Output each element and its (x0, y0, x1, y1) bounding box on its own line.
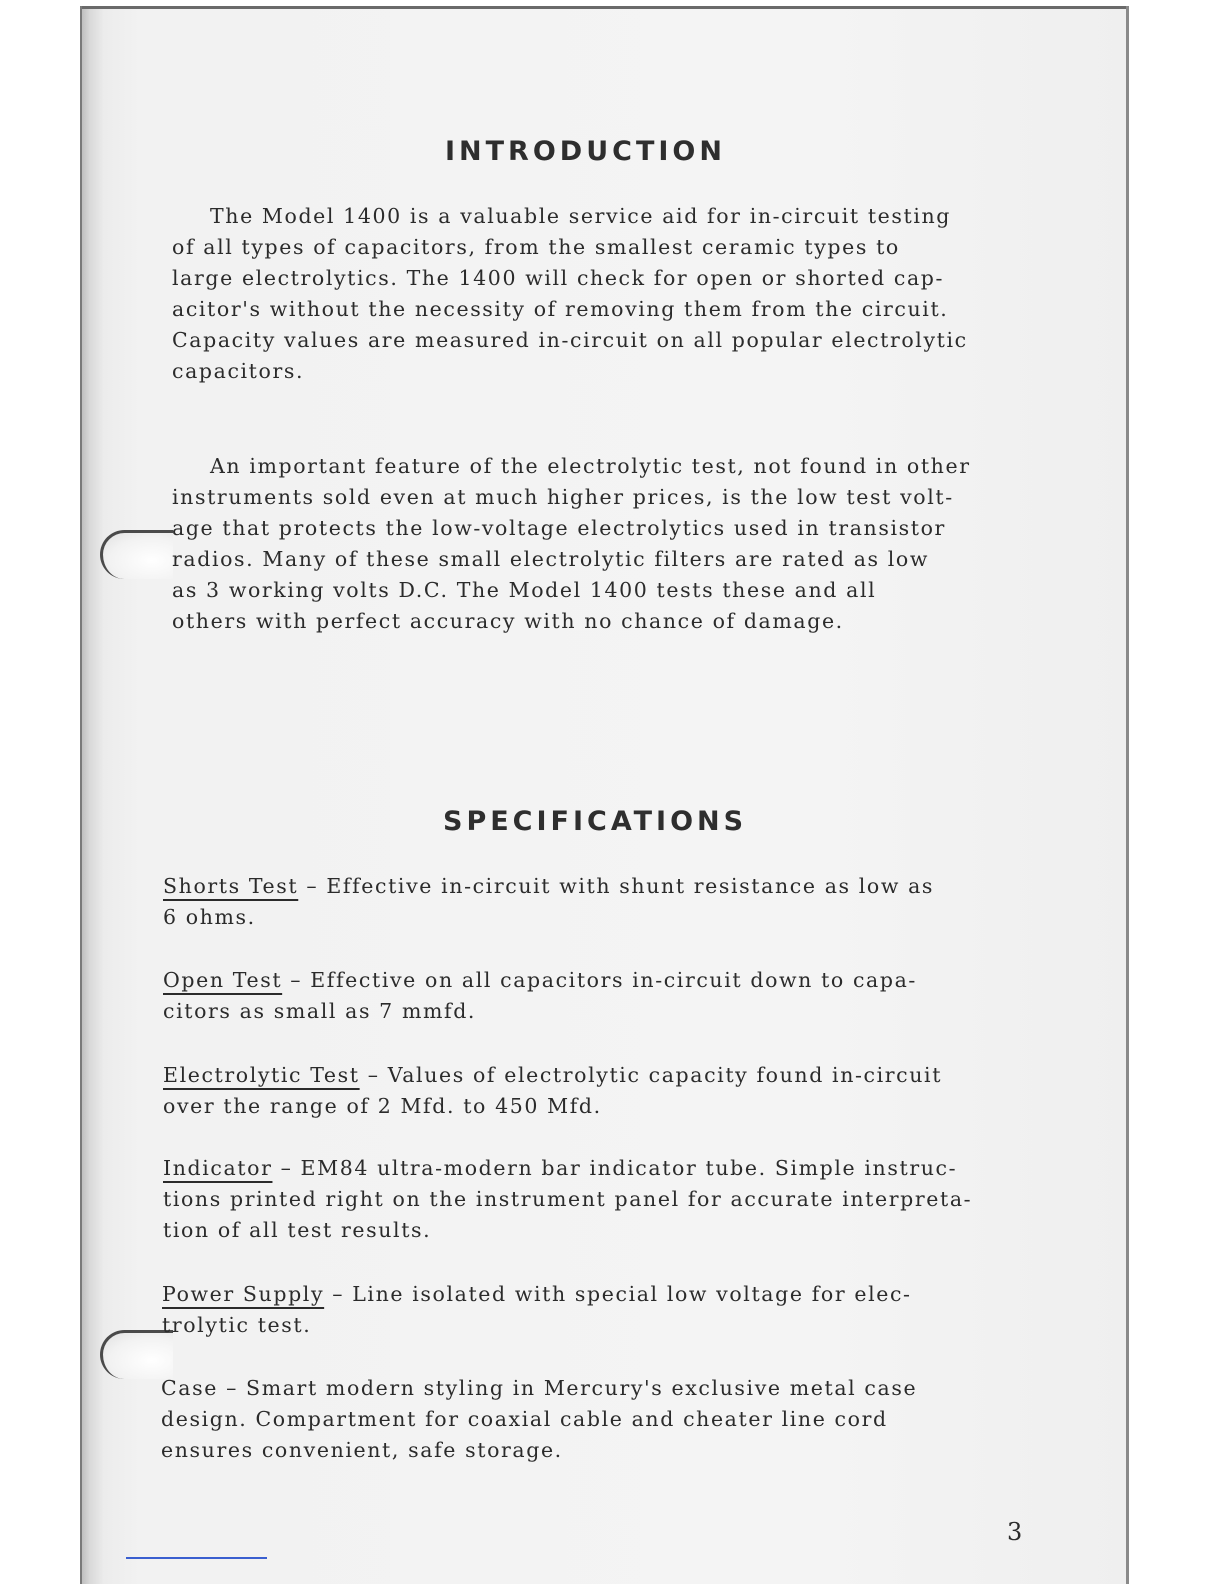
spec-description: – Line isolated with special low voltage for elec- (324, 1282, 912, 1306)
text-line: of all types of capacitors, from the smallest ceramic types to (172, 235, 900, 259)
text-line: as 3 working volts D.C. The Model 1400 tests these and all (172, 578, 877, 602)
spec-term: Case (161, 1376, 218, 1400)
text-line: ensures convenient, safe storage. (161, 1438, 563, 1462)
text-line: citors as small as 7 mmfd. (163, 999, 477, 1023)
text-line: large electrolytics. The 1400 will check for open or shorted cap- (172, 266, 945, 290)
spec-term: Open Test (163, 968, 283, 992)
spec-description: – Effective on all capacitors in-circuit down to capa- (282, 968, 917, 992)
text-line: tion of all test results. (163, 1218, 432, 1242)
spec-term: Indicator (163, 1156, 273, 1180)
text-line (163, 968, 917, 992)
text-line (163, 1156, 957, 1180)
text-line: tions printed right on the instrument panel for accurate interpreta- (163, 1187, 973, 1211)
text-line (163, 1063, 942, 1087)
spec-description: – Values of electrolytic capacity found in-circuit (359, 1063, 943, 1087)
spec-term: Electrolytic Test (163, 1063, 360, 1087)
text-line (163, 874, 934, 898)
text-line: over the range of 2 Mfd. to 450 Mfd. (163, 1094, 602, 1118)
text-line: capacitors. (172, 359, 305, 383)
sheet-left-edge (80, 6, 82, 1584)
sheet-right-edge (1126, 6, 1129, 1584)
spec-description: – Effective in-circuit with shunt resistance as low as (298, 874, 935, 898)
text-line: radios. Many of these small electrolytic filters are rated as low (172, 547, 930, 571)
page-number: 3 (1007, 1518, 1023, 1546)
text-line (162, 1282, 912, 1306)
text-line: trolytic test. (162, 1313, 312, 1337)
introduction-heading: INTRODUCTION (445, 136, 726, 167)
spec-term: Power Supply (162, 1282, 325, 1306)
spec-term: Shorts Test (163, 874, 299, 898)
footer-rule (126, 1557, 267, 1559)
spec-description: – EM84 ultra-modern bar indicator tube. Simple instruc- (272, 1156, 958, 1180)
text-line: others with perfect accuracy with no chance of damage. (172, 609, 844, 633)
text-line: The Model 1400 is a valuable service aid for in-circuit testing (210, 204, 952, 228)
text-line: Capacity values are measured in-circuit on all popular electrolytic (172, 328, 968, 352)
text-line: instruments sold even at much higher prices, is the low test volt- (172, 485, 954, 509)
text-line: design. Compartment for coaxial cable and cheater line cord (161, 1407, 888, 1431)
punch-hole-top (100, 530, 173, 579)
text-line: An important feature of the electrolytic test, not found in other (210, 454, 971, 478)
text-line (161, 1376, 917, 1400)
spec-description: – Smart modern styling in Mercury's exclusive metal case (217, 1376, 918, 1400)
specifications-heading: SPECIFICATIONS (443, 806, 748, 837)
text-line: acitor's without the necessity of removing them from the circuit. (172, 297, 949, 321)
text-line: age that protects the low-voltage electrolytics used in transistor (172, 516, 946, 540)
punch-hole-bottom (100, 1330, 173, 1379)
text-line: 6 ohms. (163, 905, 256, 929)
